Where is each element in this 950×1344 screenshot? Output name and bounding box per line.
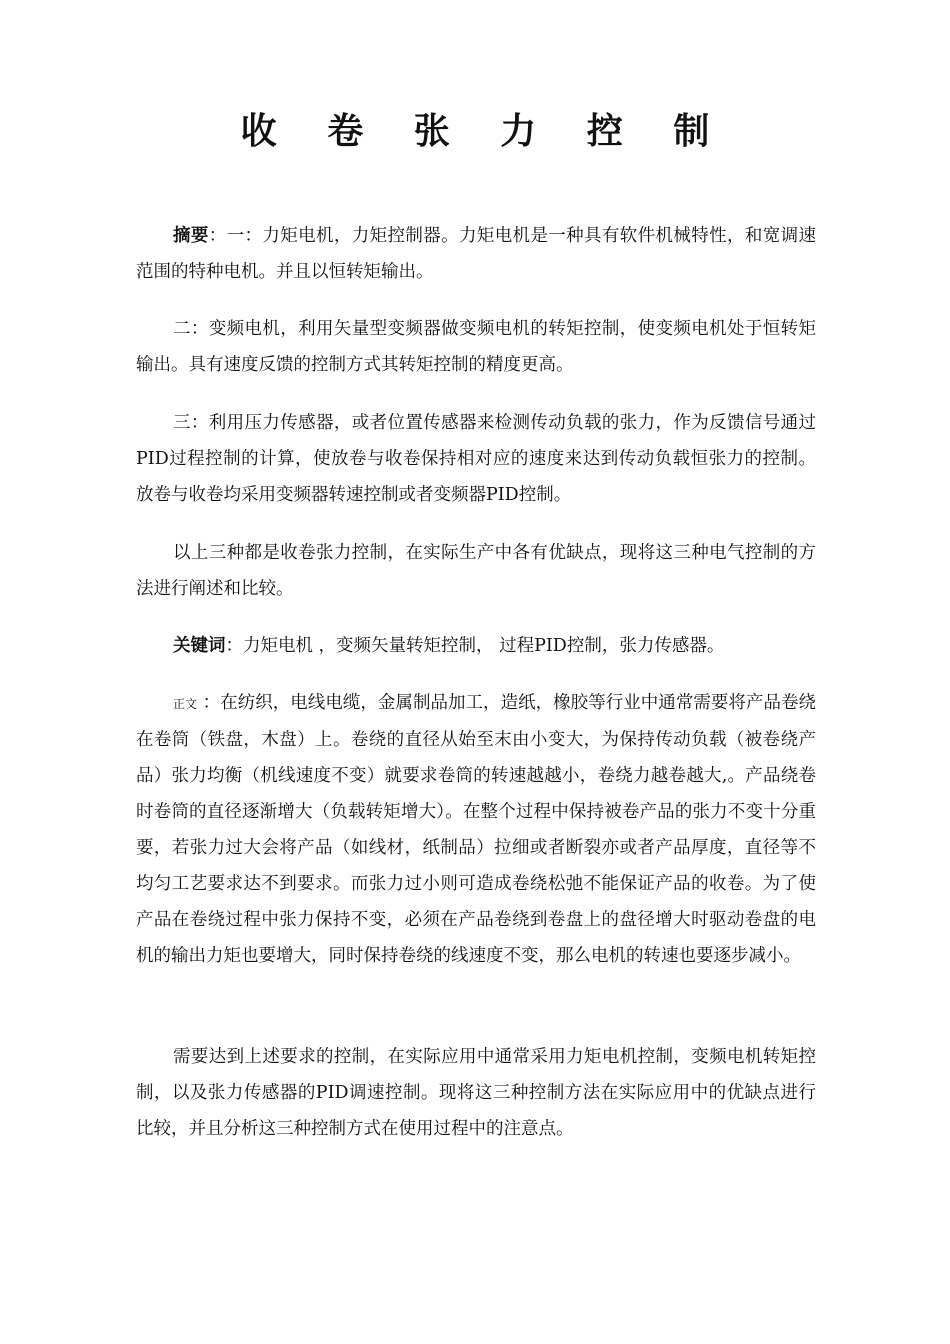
paragraph-three: 三：利用压力传感器，或者位置传感器来检测传动负载的张力，作为反馈信号通过PID过程控制的计算，使放卷与收卷保持相对应的速度来达到传动负载恒张力的控制。放卷与收卷均采用变频器转速控制或者变频器PID控制。 — [136, 413, 816, 505]
main-text-body: ：在纺织，电线电缆，金属制品加工，造纸，橡胶等行业中通常需要将产品卷绕在卷筒（铁盘，木盘）上。卷绕的直径从始至末由小变大，为保持传动负载（被卷绕产品）张力均衡（机线速度不变）就要求卷筒的转速越越小，卷绕力越卷越大,。产品绕卷时卷筒的直径逐渐增大（负载转矩增大）。在整个过程中保持被卷产品的张力不变十分重要，若张力过大会将产品（如线材，纸制品）拉细或者断裂亦或者产品厚度，直径等不均匀工艺要求达不到要求。而张力过小则可造成卷绕松弛不能保证产品的收卷。为了使产品在卷绕过程中张力保持不变，必须在产品卷绕到卷盘上的盘径增大时驱动卷盘的电机的输出力矩也要增大，同时保持卷绕的线速度不变，那么电机的转速也要逐步减小。 — [136, 693, 816, 966]
keywords-paragraph — [136, 628, 816, 664]
keywords-text: 力矩电机 ，变频矢量转矩控制， 过程PID控制，张力传感器。 — [243, 636, 725, 656]
keywords-label: 关键词 — [173, 636, 226, 656]
main-text-paragraph — [136, 685, 816, 974]
main-text-label: 正文 — [173, 697, 198, 711]
keywords-colon: ： — [225, 636, 243, 656]
abstract-label: 摘要 — [173, 226, 209, 246]
abstract-colon: ： — [208, 226, 227, 246]
document-title: 收 卷 张 力 控 制 — [240, 111, 729, 152]
abstract-paragraph — [136, 218, 816, 290]
abstract-text: 一：力矩电机，力矩控制器。力矩电机是一种具有软件机械特性，和宽调速范围的特种电机。并且以恒转矩输出。 — [136, 226, 817, 282]
paragraph-summary: 以上三种都是收卷张力控制，在实际生产中各有优缺点，现将这三种电气控制的方法进行阐述和比较。 — [136, 543, 816, 599]
paragraph-two: 二：变频电机，利用矢量型变频器做变频电机的转矩控制，使变频电机处于恒转矩输出。具有速度反馈的控制方式其转矩控制的精度更高。 — [136, 319, 816, 375]
paragraph-conclusion: 需要达到上述要求的控制，在实际应用中通常采用力矩电机控制，变频电机转矩控制，以及张力传感器的PID调速控制。现将这三种控制方法在实际应用中的优缺点进行比较，并且分析这三种控制方式在使用过程中的注意点。 — [136, 1047, 816, 1139]
